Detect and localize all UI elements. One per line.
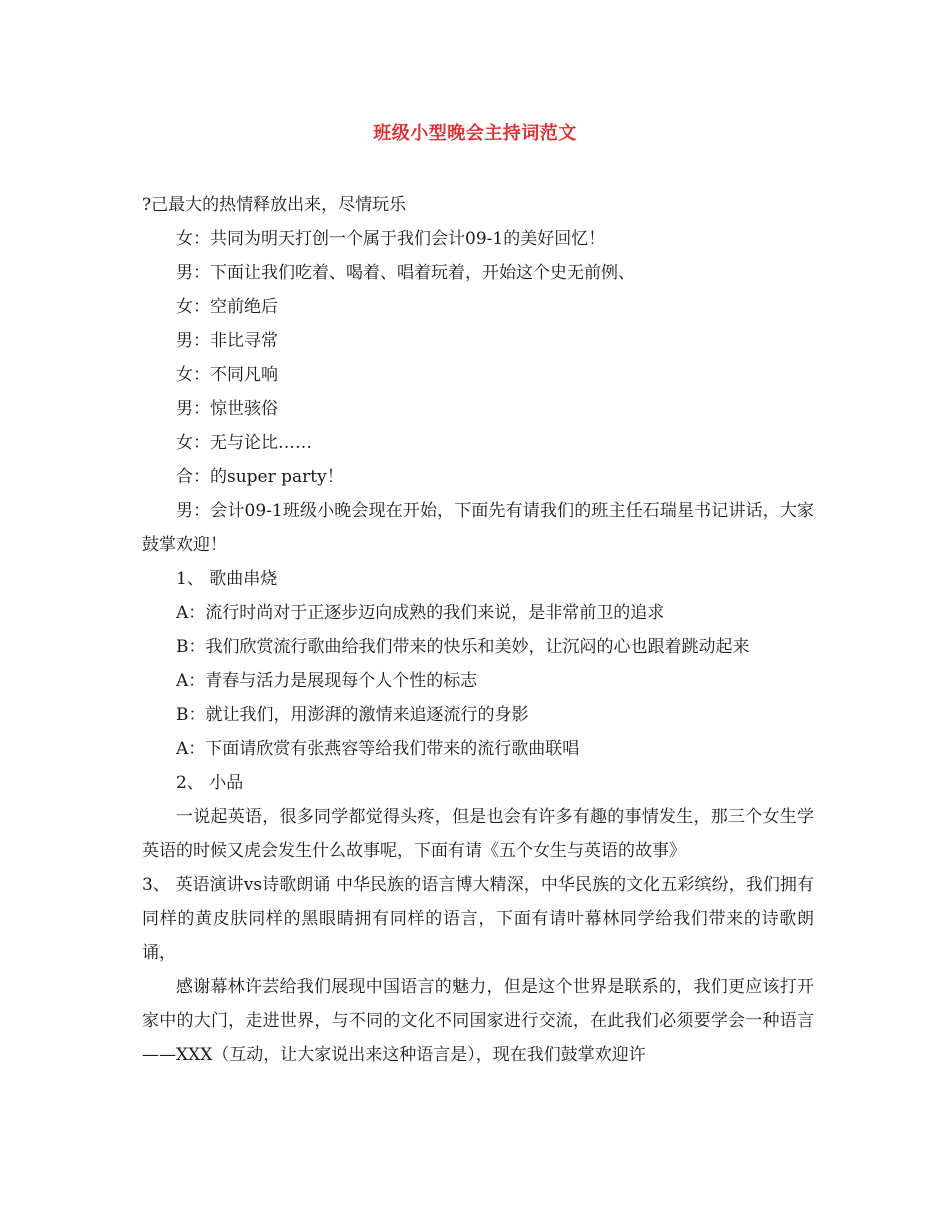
section-heading: 2、 小品 [176,773,244,793]
paragraph-line: 感谢幕林许芸给我们展现中国语言的魅力，但是这个世界是联系的，我们更应该打开家中的大门，走进世界，与不同的文化不同国家进行交流，在此我们必须要学会一种语言——XXX（互动，让大家说出来这种语言是），现在我们鼓掌欢迎许 [142,977,814,1065]
paragraph-line: B：就让我们，用澎湃的激情来追逐流行的身影 [176,705,529,725]
paragraph-line: 女：空前绝后 [176,297,278,317]
paragraph-line: A：下面请欣赏有张燕容等给我们带来的流行歌曲联唱 [176,739,580,759]
paragraph-line: 男：会计09-1班级小晚会现在开始，下面先有请我们的班主任石瑞星书记讲话，大家鼓掌欢迎！ [142,501,814,555]
document-body [142,188,814,1072]
paragraph-line: 男：非比寻常 [176,331,278,351]
section-heading: 1、 歌曲串烧 [176,569,278,589]
document-title: 班级小型晚会主持词范文 [373,123,577,144]
paragraph-line: A：青春与活力是展现每个人个性的标志 [176,671,478,691]
paragraph-line: 男：下面让我们吃着、喝着、唱着玩着，开始这个史无前例、 [176,263,635,283]
paragraph-line: ?己最大的热情释放出来，尽情玩乐 [142,195,407,215]
paragraph-line: 女：无与论比…… [176,433,312,453]
paragraph-line: B：我们欣赏流行歌曲给我们带来的快乐和美妙，让沉闷的心也跟着跳动起来 [176,637,750,657]
paragraph-line: 3、 英语演讲vs诗歌朗诵 中华民族的语言博大精深，中华民族的文化五彩缤纷，我们拥有同样的黄皮肤同样的黑眼睛拥有同样的语言，下面有请叶幕林同学给我们带来的诗歌朗诵， [142,875,814,963]
paragraph-line: 一说起英语，很多同学都觉得头疼，但是也会有许多有趣的事情发生，那三个女生学英语的时候又虎会发生什么故事呢，下面有请《五个女生与英语的故事》 [142,807,814,861]
paragraph-line: 女：不同凡响 [176,365,278,385]
paragraph-line: 男：惊世骇俗 [176,399,278,419]
paragraph-line: 女：共同为明天打创一个属于我们会计09-1的美好回忆！ [176,229,606,249]
paragraph-line: 合：的super party！ [176,467,344,487]
paragraph-line: A：流行时尚对于正逐步迈向成熟的我们来说，是非常前卫的追求 [176,603,665,623]
